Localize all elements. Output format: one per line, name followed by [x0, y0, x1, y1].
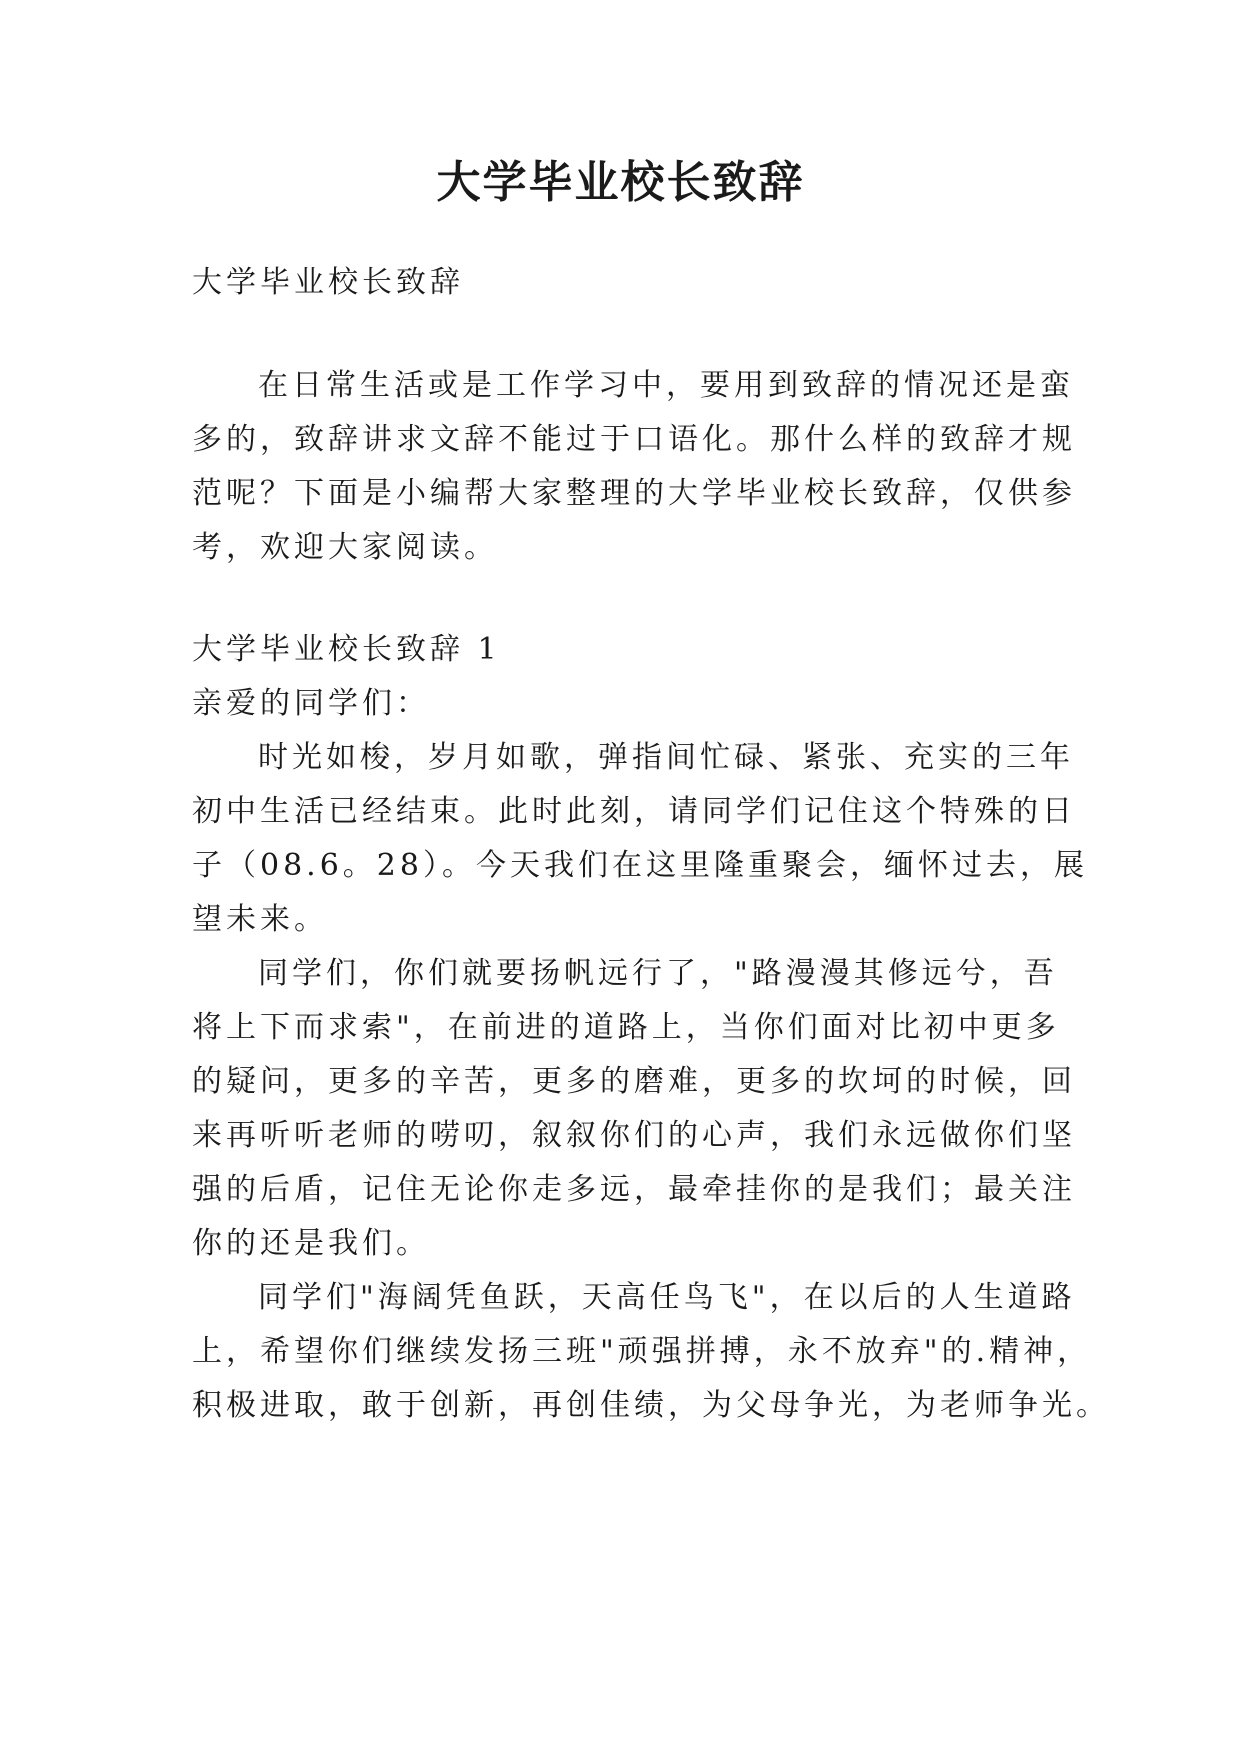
- intro-line-2: 多的，致辞讲求文辞不能过于口语化。那什么样的致辞才规: [192, 422, 1076, 457]
- paragraph1-line-2: 初中生活已经结束。此时此刻，请同学们记住这个特殊的日: [192, 794, 1076, 829]
- paragraph1-line-3: 子（08.6。28）。今天我们在这里隆重聚会，缅怀过去，展: [192, 848, 1088, 883]
- paragraph2-line-6: 你的还是我们。: [192, 1226, 430, 1261]
- salutation: 亲爱的同学们：: [192, 686, 430, 721]
- intro-line-4: 考，欢迎大家阅读。: [192, 530, 498, 565]
- paragraph1-line-4: 望未来。: [192, 902, 328, 937]
- intro-line-1: 在日常生活或是工作学习中，要用到致辞的情况还是蛮: [258, 368, 1074, 403]
- paragraph2-line-4: 来再听听老师的唠叨，叙叙你们的心声，我们永远做你们坚: [192, 1118, 1076, 1153]
- document-subtitle: 大学毕业校长致辞: [192, 265, 464, 300]
- paragraph3-line-2: 上，希望你们继续发扬三班"顽强拼搏，永不放弃"的.精神，: [192, 1334, 1092, 1369]
- intro-line-3: 范呢？下面是小编帮大家整理的大学毕业校长致辞，仅供参: [192, 476, 1076, 511]
- section-heading: 大学毕业校长致辞 1: [192, 632, 501, 667]
- paragraph2-line-5: 强的后盾，记住无论你走多远，最牵挂你的是我们；最关注: [192, 1172, 1076, 1207]
- paragraph2-line-3: 的疑问，更多的辛苦，更多的磨难，更多的坎坷的时候，回: [192, 1064, 1076, 1099]
- paragraph3-line-3: 积极进取，敢于创新，再创佳绩，为父母争光，为老师争光。: [192, 1388, 1110, 1423]
- paragraph3-line-1: 同学们"海阔凭鱼跃，天高任鸟飞"，在以后的人生道路: [258, 1280, 1076, 1315]
- document-title: 大学毕业校长致辞: [436, 157, 805, 208]
- paragraph2-line-2: 将上下而求索"，在前进的道路上，当你们面对比初中更多: [192, 1010, 1060, 1045]
- paragraph1-line-1: 时光如梭，岁月如歌，弹指间忙碌、紧张、充实的三年: [258, 740, 1074, 775]
- paragraph2-line-1: 同学们，你们就要扬帆远行了，"路漫漫其修远兮，吾: [258, 956, 1058, 991]
